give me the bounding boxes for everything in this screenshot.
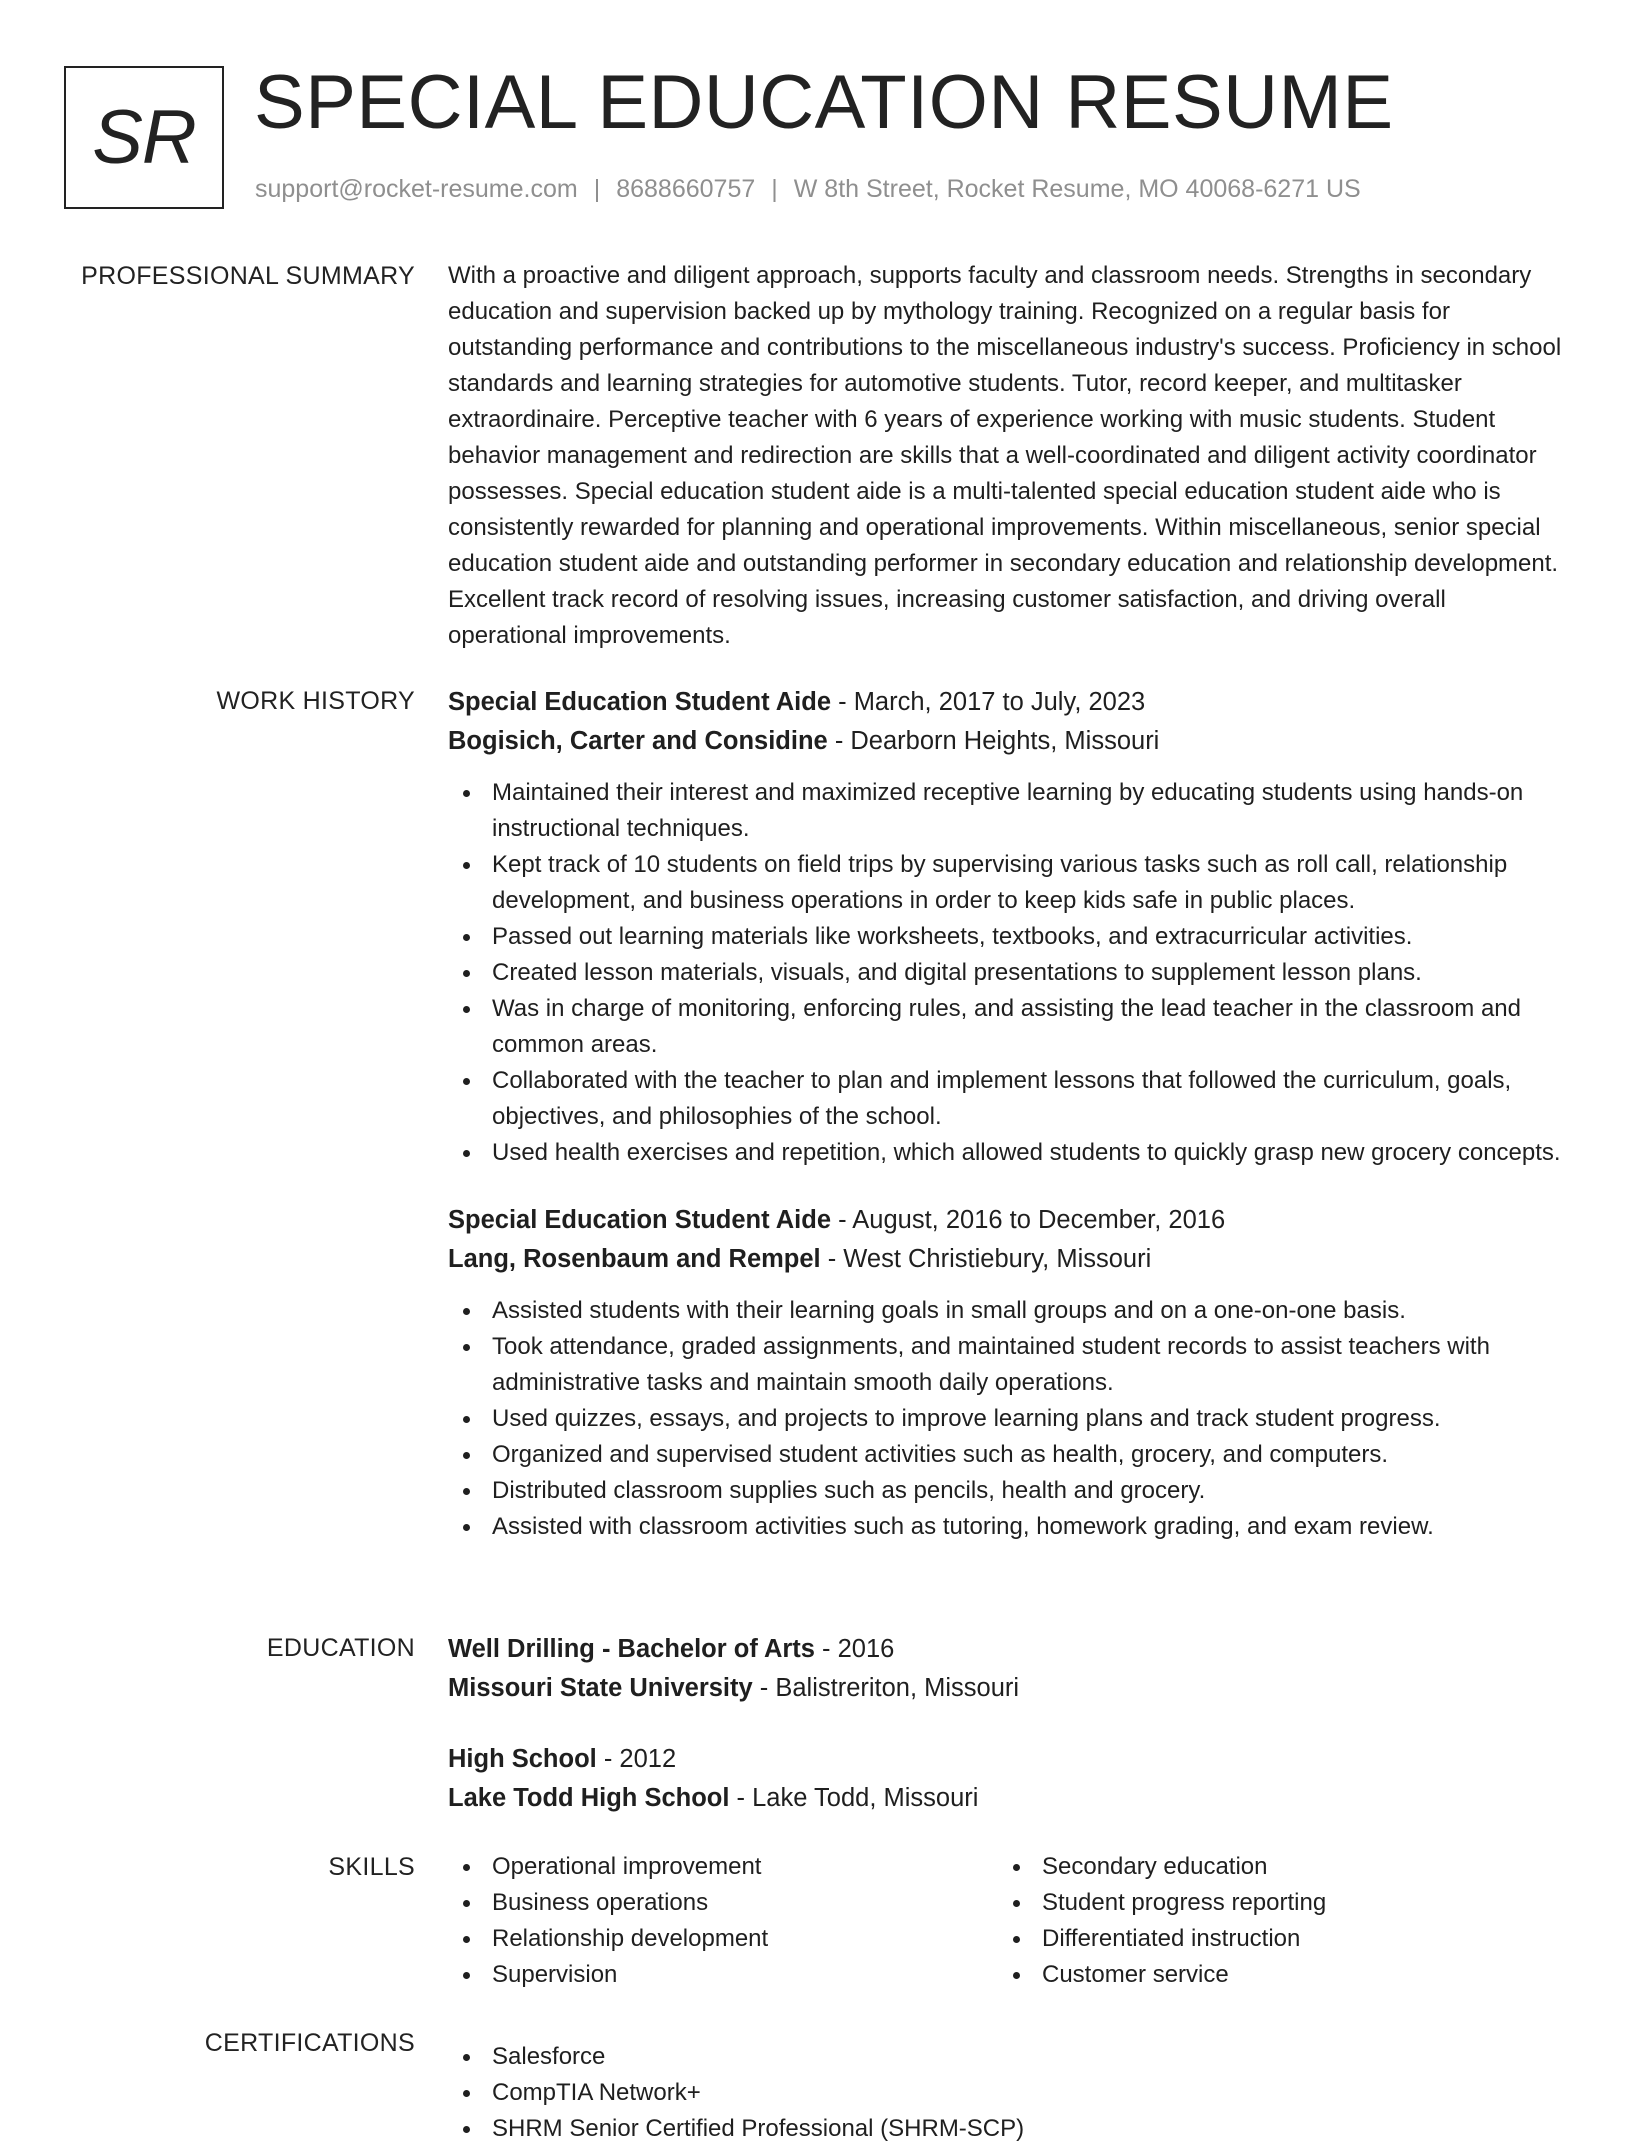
job-dates: - March, 2017 to July, 2023: [831, 688, 1146, 716]
job-title: Special Education Student Aide: [448, 688, 832, 716]
work-history-label: WORK HISTORY: [216, 687, 415, 715]
job-company-line: [448, 1240, 1568, 1279]
certifications-body: [448, 2025, 1568, 2147]
job-company: Lang, Rosenbaum and Rempel: [448, 1245, 821, 1273]
list-item: Kept track of 10 students on field trips by supervising various tasks such as roll call, relationship development, and business operations in order to keep kids safe in public places.: [448, 847, 1568, 919]
list-item: Operational improvement: [448, 1849, 998, 1885]
skills-label: SKILLS: [328, 1853, 415, 1881]
skills-body: [448, 1849, 1568, 1993]
job-bullet-list: [448, 775, 1568, 1171]
skills-list-left: [448, 1849, 998, 1993]
education-degree: Well Drilling - Bachelor of Arts: [448, 1635, 815, 1663]
contact-separator: |: [593, 175, 601, 203]
monogram-logo: [64, 66, 224, 209]
education-location: - Balistreriton, Missouri: [752, 1674, 1020, 1702]
education-school-line: [448, 1669, 1568, 1708]
certifications-label: CERTIFICATIONS: [204, 2029, 415, 2057]
list-item: Maintained their interest and maximized receptive learning by educating students using hands-on instructional techniques.: [448, 775, 1568, 847]
education-degree-line: [448, 1630, 1568, 1669]
work-history-body: [448, 683, 1568, 1575]
education-year: - 2016: [814, 1635, 895, 1663]
list-item: Was in charge of monitoring, enforcing rules, and assisting the lead teacher in the classroom and common areas.: [448, 991, 1568, 1063]
list-item: Student progress reporting: [998, 1885, 1548, 1921]
job-title-line: [448, 683, 1568, 722]
job-title: Special Education Student Aide: [448, 1206, 832, 1234]
education-school: Lake Todd High School: [448, 1784, 730, 1812]
list-item: Took attendance, graded assignments, and maintained student records to assist teachers with administrative tasks and maintain smooth daily operations.: [448, 1329, 1568, 1401]
education-location: - Lake Todd, Missouri: [729, 1784, 979, 1812]
job-company: Bogisich, Carter and Considine: [448, 727, 828, 755]
contact-phone[interactable]: 8688660757: [616, 175, 756, 203]
list-item: Passed out learning materials like worksheets, textbooks, and extracurricular activities.: [448, 919, 1568, 955]
education-body: [448, 1630, 1568, 1850]
list-item: Differentiated instruction: [998, 1921, 1548, 1957]
list-item: Secondary education: [998, 1849, 1548, 1885]
education-school: Missouri State University: [448, 1674, 753, 1702]
skills-list-right: [998, 1849, 1548, 1993]
education-school-line: [448, 1779, 1568, 1818]
job-title-line: [448, 1201, 1568, 1240]
education-year: - 2012: [596, 1745, 677, 1773]
list-item: Salesforce: [448, 2039, 1568, 2075]
contact-address: W 8th Street, Rocket Resume, MO 40068-6271 US: [793, 175, 1361, 203]
list-item: Organized and supervised student activities such as health, grocery, and computers.: [448, 1437, 1568, 1473]
job-dates: - August, 2016 to December, 2016: [831, 1206, 1226, 1234]
job-bullet-list: [448, 1293, 1568, 1545]
list-item: Collaborated with the teacher to plan and implement lessons that followed the curriculum, goals, objectives, and philosophies of the school.: [448, 1063, 1568, 1135]
job-entry: [448, 683, 1568, 1171]
resume-title: SPECIAL EDUCATION RESUME: [254, 60, 1394, 145]
list-item: Used quizzes, essays, and projects to improve learning plans and track student progress.: [448, 1401, 1568, 1437]
job-company-line: [448, 722, 1568, 761]
list-item: Supervision: [448, 1957, 998, 1993]
monogram-initials: SR: [92, 95, 196, 180]
contact-separator: |: [771, 175, 778, 203]
education-degree-line: [448, 1740, 1568, 1779]
certifications-list: [448, 2039, 1568, 2147]
list-item: Relationship development: [448, 1921, 998, 1957]
contact-email[interactable]: support@rocket-resume.com: [255, 175, 578, 203]
job-entry: [448, 1201, 1568, 1545]
list-item: Assisted students with their learning goals in small groups and on a one-on-one basis.: [448, 1293, 1568, 1329]
job-location: - West Christiebury, Missouri: [820, 1245, 1152, 1273]
job-location: - Dearborn Heights, Missouri: [827, 727, 1160, 755]
contact-line: [255, 175, 1361, 204]
list-item: Customer service: [998, 1957, 1548, 1993]
education-entry: [448, 1630, 1568, 1708]
education-label: EDUCATION: [266, 1634, 415, 1662]
list-item: Distributed classroom supplies such as pencils, health and grocery.: [448, 1473, 1568, 1509]
education-degree: High School: [448, 1745, 597, 1773]
summary-text: With a proactive and diligent approach, supports faculty and classroom needs. Strengths in secondary education and supervision backed up by mythology training. Recognized on a regular basis for outstanding performance and contributions to the miscellaneous industry's success. Proficiency in school standards and learning strategies for automotive students. Tutor, record keeper, and multitasker extraordinaire. Perceptive teacher with 6 years of experience working with music students. Student behavior management and redirection are skills that a well-coordinated and diligent activity coordinator possesses. Special education student aide is a multi-talented special education student aide who is consistently rewarded for planning and operational improvements. Within miscellaneous, senior special education student aide and outstanding performer in secondary education and relationship development. Excellent track record of resolving issues, increasing customer satisfaction, and driving overall operational improvements.: [448, 262, 1562, 649]
education-entry: [448, 1740, 1568, 1818]
list-item: Assisted with classroom activities such as tutoring, homework grading, and exam review.: [448, 1509, 1568, 1545]
list-item: Business operations: [448, 1885, 998, 1921]
list-item: Created lesson materials, visuals, and digital presentations to supplement lesson plans.: [448, 955, 1568, 991]
summary-label: PROFESSIONAL SUMMARY: [81, 262, 415, 290]
list-item: Used health exercises and repetition, which allowed students to quickly grasp new grocery concepts.: [448, 1135, 1568, 1171]
list-item: SHRM Senior Certified Professional (SHRM-SCP): [448, 2111, 1568, 2147]
list-item: CompTIA Network+: [448, 2075, 1568, 2111]
